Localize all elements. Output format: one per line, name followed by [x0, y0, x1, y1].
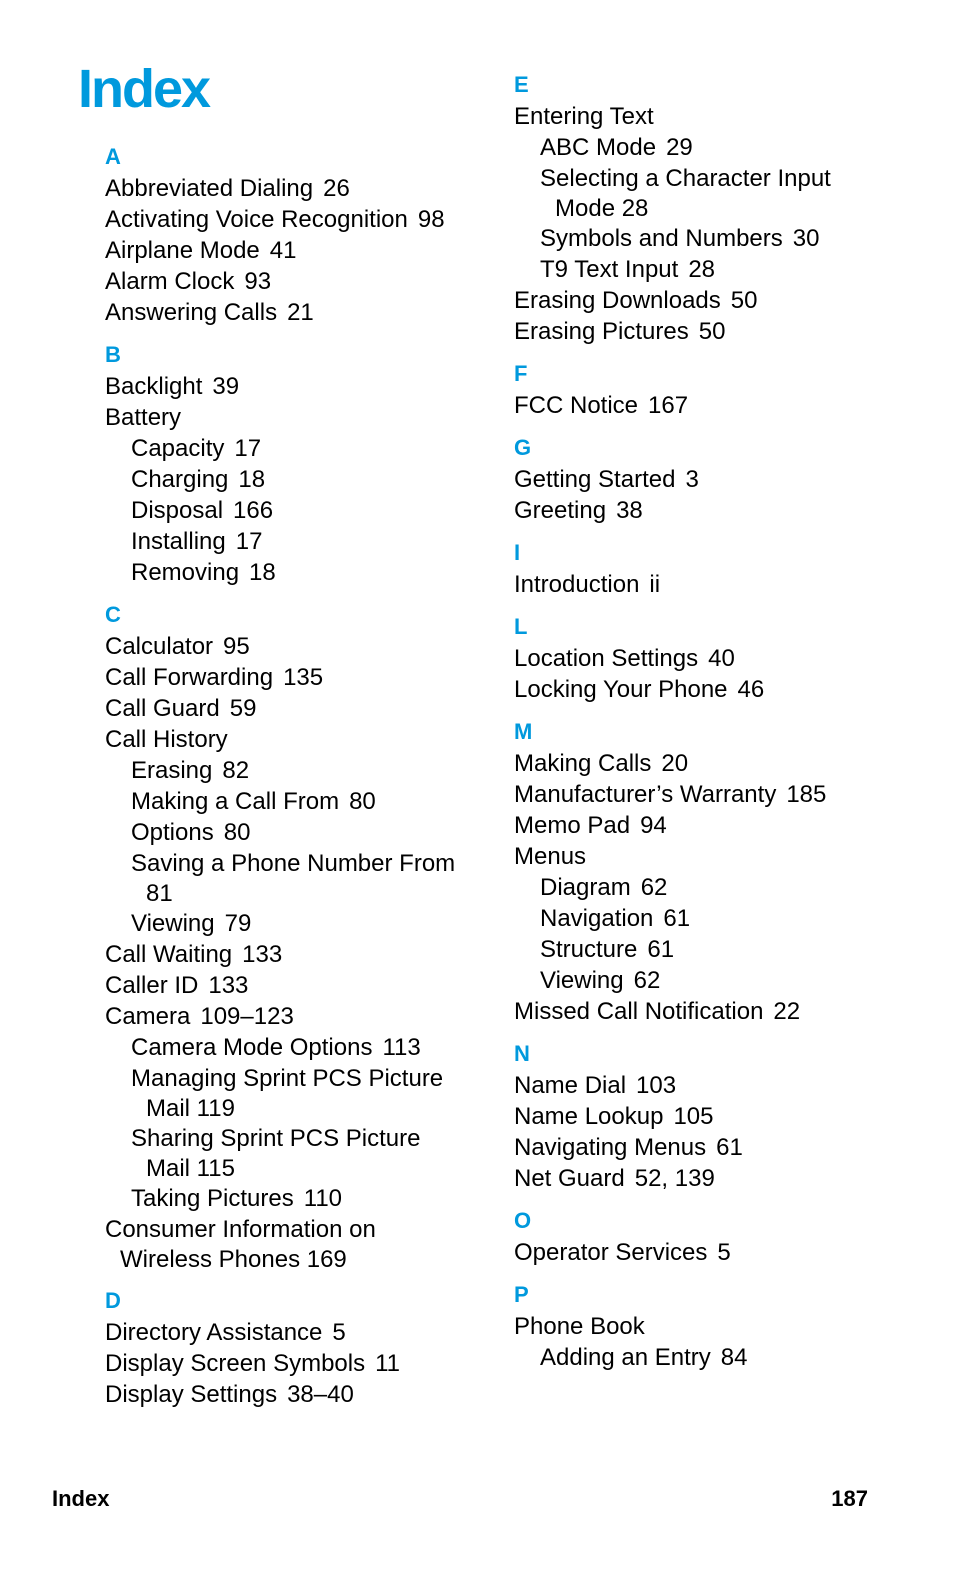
- index-term: Directory Assistance: [105, 1319, 323, 1346]
- index-term: Answering Calls: [105, 299, 278, 326]
- index-entry: [105, 1379, 495, 1410]
- index-term: Capacity: [131, 435, 225, 462]
- index-page-ref: 61: [647, 936, 675, 963]
- index-entry: [105, 631, 495, 662]
- index-term: Options: [131, 819, 214, 846]
- index-entry: [514, 316, 914, 347]
- index-entry: [514, 674, 914, 705]
- index-term: Camera: [105, 1003, 191, 1030]
- index-term: Missed Call Notification: [514, 998, 764, 1025]
- index-term: ABC Mode: [540, 134, 657, 161]
- index-entry: [105, 297, 495, 328]
- index-term: Managing Sprint PCS Picture: [131, 1065, 444, 1092]
- index-term: Display Screen Symbols: [105, 1350, 366, 1377]
- index-page-ref: 98: [417, 206, 445, 233]
- index-letter-heading: G: [514, 435, 532, 460]
- index-entry: [105, 402, 495, 433]
- index-page-ref: 62: [633, 967, 661, 994]
- index-term: Call Forwarding: [105, 664, 274, 691]
- index-term: Calculator: [105, 633, 214, 660]
- index-page-ref: 41: [269, 237, 297, 264]
- index-page-ref: 103: [636, 1072, 677, 1099]
- index-entry: [105, 1348, 495, 1379]
- index-entry: [105, 204, 495, 235]
- index-page-ref: 61: [716, 1134, 743, 1161]
- index-entry: [514, 390, 914, 421]
- index-letter-heading: B: [105, 342, 121, 367]
- index-subentry: [514, 1342, 914, 1373]
- index-letter-heading: F: [514, 361, 528, 386]
- index-term: Locking Your Phone: [514, 676, 728, 703]
- index-term: FCC Notice: [514, 392, 639, 419]
- index-subentry: [105, 817, 495, 848]
- index-term: Charging: [131, 466, 229, 493]
- index-term: Removing: [131, 559, 240, 586]
- index-page-ref: 135: [283, 664, 324, 691]
- index-subentry: [105, 848, 495, 908]
- index-page-ref: 29: [666, 134, 693, 161]
- index-entry: [105, 1214, 495, 1274]
- index-term: Backlight: [105, 373, 203, 400]
- index-page-ref: 166: [233, 497, 274, 524]
- index-page-ref: 21: [287, 299, 314, 326]
- index-page-ref: 133: [208, 972, 249, 999]
- index-page-ref: 113: [382, 1034, 421, 1061]
- index-page-ref: 167: [648, 392, 689, 419]
- index-entry: [105, 266, 495, 297]
- index-term: Introduction: [514, 571, 640, 598]
- index-term: Taking Pictures: [131, 1185, 294, 1212]
- index-term: Menus: [514, 843, 587, 870]
- index-page-ref: 20: [661, 750, 689, 777]
- index-letter-heading: O: [514, 1208, 532, 1233]
- index-continuation: Mode 28: [555, 195, 649, 222]
- index-page-ref: 26: [323, 175, 350, 202]
- index-letter-heading: P: [514, 1282, 529, 1307]
- index-subentry: [105, 1032, 495, 1063]
- index-page-ref: 93: [244, 268, 272, 295]
- index-term: Battery: [105, 404, 182, 431]
- index-page-ref: 17: [235, 528, 263, 555]
- index-term: Call Waiting: [105, 941, 233, 968]
- index-page-ref: 39: [212, 373, 240, 400]
- index-page-ref: 110: [303, 1185, 343, 1212]
- index-entry: [514, 643, 914, 674]
- index-page-ref: 38–40: [287, 1381, 354, 1408]
- index-term: Making a Call From: [131, 788, 340, 815]
- index-term: Adding an Entry: [540, 1344, 711, 1371]
- index-term: Navigating Menus: [514, 1134, 707, 1161]
- index-entry: [105, 939, 495, 970]
- index-entry: [514, 1237, 914, 1268]
- index-term: Getting Started: [514, 466, 676, 493]
- index-page-ref: 5: [332, 1319, 346, 1346]
- index-term: Erasing: [131, 757, 213, 784]
- index-page-ref: 5: [717, 1239, 731, 1266]
- index-page-ref: 62: [640, 874, 668, 901]
- index-continuation: 81: [146, 880, 173, 907]
- index-entry: [514, 996, 914, 1027]
- index-entry: [514, 841, 914, 872]
- index-term: Saving a Phone Number From: [131, 850, 456, 877]
- index-continuation: Mail 119: [146, 1095, 235, 1122]
- index-page-ref: 52, 139: [634, 1165, 715, 1192]
- index-page-ref: 50: [698, 318, 726, 345]
- index-term: Alarm Clock: [105, 268, 235, 295]
- index-term: Airplane Mode: [105, 237, 260, 264]
- index-term: Diagram: [540, 874, 631, 901]
- index-letter-heading: I: [514, 540, 521, 565]
- index-term: Sharing Sprint PCS Picture: [131, 1125, 421, 1152]
- page-title: Index: [78, 59, 210, 119]
- index-subentry: [105, 1183, 495, 1214]
- index-page-ref: 82: [222, 757, 250, 784]
- index-page-ref: 80: [349, 788, 376, 815]
- index-page-ref: ii: [649, 571, 661, 598]
- index-term: Selecting a Character Input: [540, 165, 831, 192]
- index-term: Abbreviated Dialing: [105, 175, 314, 202]
- index-column-left: [105, 142, 495, 1410]
- index-entry: [514, 1101, 914, 1132]
- index-term: Name Lookup: [514, 1103, 664, 1130]
- index-term: Viewing: [540, 967, 624, 994]
- index-page-ref: 79: [224, 910, 252, 937]
- index-term: Net Guard: [514, 1165, 625, 1192]
- index-page-ref: 38: [616, 497, 643, 524]
- index-letter-heading: D: [105, 1288, 121, 1313]
- index-entry: [105, 1001, 495, 1032]
- index-entry: [514, 779, 914, 810]
- index-entry: [105, 693, 495, 724]
- index-entry: [105, 173, 495, 204]
- index-subentry: [514, 903, 914, 934]
- index-subentry: [105, 464, 495, 495]
- index-letter-heading: L: [514, 614, 528, 639]
- index-entry: [105, 662, 495, 693]
- index-subentry: [105, 557, 495, 588]
- index-term: Caller ID: [105, 972, 199, 999]
- index-subentry: [105, 495, 495, 526]
- index-page-ref: 46: [737, 676, 765, 703]
- index-term: Installing: [131, 528, 226, 555]
- index-entry: [514, 1311, 914, 1342]
- index-term: Operator Services: [514, 1239, 708, 1266]
- index-term: Manufacturer’s Warranty: [514, 781, 777, 808]
- index-page-ref: 22: [773, 998, 801, 1025]
- index-page-ref: 18: [238, 466, 266, 493]
- index-page-ref: 109–123: [200, 1003, 294, 1030]
- footer-page-number: 187: [831, 1486, 868, 1511]
- index-entry: [514, 1163, 914, 1194]
- index-term: Symbols and Numbers: [540, 225, 783, 252]
- index-page-ref: 105: [673, 1103, 714, 1130]
- index-page-ref: 133: [242, 941, 283, 968]
- index-term: Activating Voice Recognition: [105, 206, 408, 233]
- index-subentry: [105, 1063, 495, 1123]
- index-page-ref: 11: [375, 1350, 401, 1377]
- index-subentry: [514, 163, 914, 223]
- index-subentry: [105, 755, 495, 786]
- index-page-ref: 3: [685, 466, 699, 493]
- index-subentry: [514, 965, 914, 996]
- index-page-ref: 30: [792, 225, 820, 252]
- index-entry: [105, 235, 495, 266]
- index-term: Display Settings: [105, 1381, 278, 1408]
- index-term: Call Guard: [105, 695, 220, 722]
- index-entry: [105, 1317, 495, 1348]
- index-subentry: [105, 526, 495, 557]
- index-subentry: [514, 254, 914, 285]
- index-term: Camera Mode Options: [131, 1034, 373, 1061]
- index-page-ref: 59: [229, 695, 257, 722]
- index-page-ref: 17: [234, 435, 262, 462]
- index-term: Erasing Downloads: [514, 287, 721, 314]
- index-term: Structure: [540, 936, 638, 963]
- index-letter-heading: E: [514, 72, 529, 97]
- index-term: Name Dial: [514, 1072, 627, 1099]
- index-entry: [105, 970, 495, 1001]
- index-subentry: [514, 872, 914, 903]
- index-term: Viewing: [131, 910, 215, 937]
- index-entry: [514, 464, 914, 495]
- index-subentry: [514, 223, 914, 254]
- index-subentry: [105, 1123, 495, 1183]
- index-entry: [514, 569, 914, 600]
- index-entry: [514, 101, 914, 132]
- index-subentry: [105, 908, 495, 939]
- index-subentry: [105, 433, 495, 464]
- index-entry: [514, 810, 914, 841]
- index-subentry: [514, 934, 914, 965]
- footer-section-label: Index: [52, 1486, 110, 1511]
- index-page-ref: 40: [708, 645, 735, 672]
- index-term: Consumer Information on: [105, 1216, 376, 1243]
- index-page-ref: 95: [223, 633, 250, 660]
- index-letter-heading: C: [105, 602, 121, 627]
- index-page-ref: 18: [249, 559, 276, 586]
- index-term: Entering Text: [514, 103, 654, 130]
- index-entry: [514, 495, 914, 526]
- index-term: Phone Book: [514, 1313, 645, 1340]
- index-continuation: Mail 115: [146, 1155, 235, 1182]
- index-entry: [514, 1070, 914, 1101]
- index-entry: [514, 748, 914, 779]
- index-page-ref: 94: [640, 812, 667, 839]
- index-letter-heading: A: [105, 144, 121, 169]
- index-entry: [514, 285, 914, 316]
- index-term: Making Calls: [514, 750, 652, 777]
- index-page-ref: 28: [688, 256, 716, 283]
- index-term: Erasing Pictures: [514, 318, 689, 345]
- index-subentry: [514, 132, 914, 163]
- index-page-ref: 61: [663, 905, 691, 932]
- index-subentry: [105, 786, 495, 817]
- index-column-right: [514, 70, 914, 1373]
- index-page-ref: 50: [730, 287, 758, 314]
- index-term: T9 Text Input: [540, 256, 679, 283]
- index-continuation: Wireless Phones 169: [120, 1246, 347, 1273]
- index-term: Call History: [105, 726, 228, 753]
- index-page-ref: 185: [786, 781, 827, 808]
- index-term: Location Settings: [514, 645, 699, 672]
- index-entry: [514, 1132, 914, 1163]
- index-term: Memo Pad: [514, 812, 631, 839]
- index-entry: [105, 371, 495, 402]
- index-letter-heading: M: [514, 719, 533, 744]
- index-letter-heading: N: [514, 1041, 530, 1066]
- index-entry: [105, 724, 495, 755]
- index-term: Disposal: [131, 497, 224, 524]
- index-term: Greeting: [514, 497, 607, 524]
- index-page-ref: 84: [720, 1344, 748, 1371]
- index-term: Navigation: [540, 905, 654, 932]
- index-page-ref: 80: [223, 819, 251, 846]
